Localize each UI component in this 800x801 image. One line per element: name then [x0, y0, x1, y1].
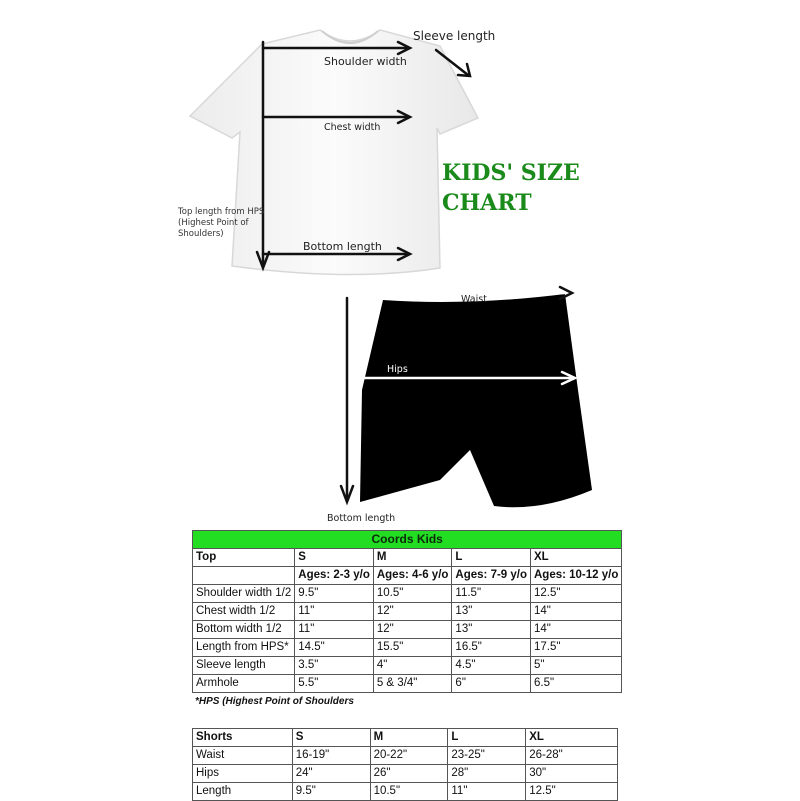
- hps-footnote: *HPS (Highest Point of Shoulders: [195, 696, 354, 707]
- table-cell: 12.5": [526, 783, 618, 801]
- shorts-bottom-length-label: Bottom length: [327, 513, 396, 524]
- table-row: [193, 585, 622, 603]
- table-cell: 26": [370, 765, 448, 783]
- shorts-header-cell: Shorts: [193, 729, 293, 747]
- top-header-cell: M: [373, 549, 452, 567]
- shorts-header-cell: S: [292, 729, 370, 747]
- table-cell: Waist: [193, 747, 293, 765]
- table-cell: 26-28": [526, 747, 618, 765]
- table-cell: 11": [295, 603, 374, 621]
- top-header-cell: Top: [193, 549, 295, 567]
- ages-cell: Ages: 10-12 y/o: [531, 567, 622, 585]
- table-cell: 6.5": [531, 675, 622, 693]
- table-cell: 13": [452, 621, 531, 639]
- table-cell: 14": [531, 621, 622, 639]
- table-cell: 24": [292, 765, 370, 783]
- title-line-2: CHART: [442, 190, 532, 216]
- table-row: [193, 639, 622, 657]
- ages-cell: Ages: 7-9 y/o: [452, 567, 531, 585]
- table-cell: 5.5": [295, 675, 374, 693]
- ages-cell: Ages: 2-3 y/o: [295, 567, 374, 585]
- table-cell: 17.5": [531, 639, 622, 657]
- table-cell: Sleeve length: [193, 657, 295, 675]
- title-line-1: KIDS' SIZE: [442, 160, 580, 186]
- shorts-size-table: [192, 728, 618, 801]
- top-length-label-line2: (Highest Point of: [178, 218, 249, 228]
- table-cell: 11.5": [452, 585, 531, 603]
- table-row: [193, 603, 622, 621]
- table-cell: Length: [193, 783, 293, 801]
- ages-cell: [193, 567, 295, 585]
- table-cell: 16.5": [452, 639, 531, 657]
- table-cell: 9.5": [292, 783, 370, 801]
- top-size-table: [192, 530, 622, 693]
- table-cell: Bottom width 1/2: [193, 621, 295, 639]
- table-cell: Length from HPS*: [193, 639, 295, 657]
- table-cell: 28": [448, 765, 526, 783]
- table-cell: 13": [452, 603, 531, 621]
- table-row: [193, 657, 622, 675]
- top-length-label-line1: Top length from HPS: [178, 207, 265, 217]
- top-length-label-line3: Shoulders): [178, 229, 224, 239]
- table-cell: 11": [448, 783, 526, 801]
- shorts-header-cell: L: [448, 729, 526, 747]
- top-header-cell: S: [295, 549, 374, 567]
- table-cell: 15.5": [373, 639, 452, 657]
- table-row: [193, 675, 622, 693]
- top-header-cell: XL: [531, 549, 622, 567]
- sleeve-length-label: Sleeve length: [413, 29, 496, 43]
- ages-cell: Ages: 4-6 y/o: [373, 567, 452, 585]
- table-cell: 4.5": [452, 657, 531, 675]
- table-cell: Hips: [193, 765, 293, 783]
- table-cell: 5": [531, 657, 622, 675]
- table-row: [193, 765, 618, 783]
- table-cell: Chest width 1/2: [193, 603, 295, 621]
- page-title: [442, 158, 580, 218]
- table-cell: 11": [295, 621, 374, 639]
- shorts-shape: [360, 294, 592, 507]
- table-cell: Armhole: [193, 675, 295, 693]
- table-cell: 12.5": [531, 585, 622, 603]
- table-row: [193, 783, 618, 801]
- top-header-cell: L: [452, 549, 531, 567]
- shoulder-width-label: Shoulder width: [324, 55, 407, 68]
- bottom-length-label: Bottom length: [303, 240, 382, 253]
- hips-label: Hips: [387, 364, 408, 375]
- tshirt-illustration: [0, 0, 800, 300]
- table-cell: 4": [373, 657, 452, 675]
- table-row: [193, 621, 622, 639]
- table-cell: 14.5": [295, 639, 374, 657]
- top-length-label: [178, 207, 264, 240]
- table-cell: 12": [373, 621, 452, 639]
- table-cell: 10.5": [373, 585, 452, 603]
- table-cell: 16-19": [292, 747, 370, 765]
- table-title-row: [193, 531, 622, 549]
- table-cell: 10.5": [370, 783, 448, 801]
- chest-width-label: Chest width: [324, 122, 381, 133]
- waist-label: Waist: [461, 294, 487, 305]
- ages-row: [193, 567, 622, 585]
- top-header-row: [193, 549, 622, 567]
- table-row: [193, 747, 618, 765]
- table-cell: 14": [531, 603, 622, 621]
- table-cell: 20-22": [370, 747, 448, 765]
- table-title: Coords Kids: [193, 531, 622, 549]
- table-cell: Shoulder width 1/2: [193, 585, 295, 603]
- table-cell: 23-25": [448, 747, 526, 765]
- table-cell: 12": [373, 603, 452, 621]
- table-cell: 6": [452, 675, 531, 693]
- table-cell: 9.5": [295, 585, 374, 603]
- table-cell: 30": [526, 765, 618, 783]
- shorts-header-cell: XL: [526, 729, 618, 747]
- shorts-header-cell: M: [370, 729, 448, 747]
- table-cell: 3.5": [295, 657, 374, 675]
- shorts-header-row: [193, 729, 618, 747]
- table-cell: 5 & 3/4": [373, 675, 452, 693]
- shorts-illustration: [0, 280, 800, 520]
